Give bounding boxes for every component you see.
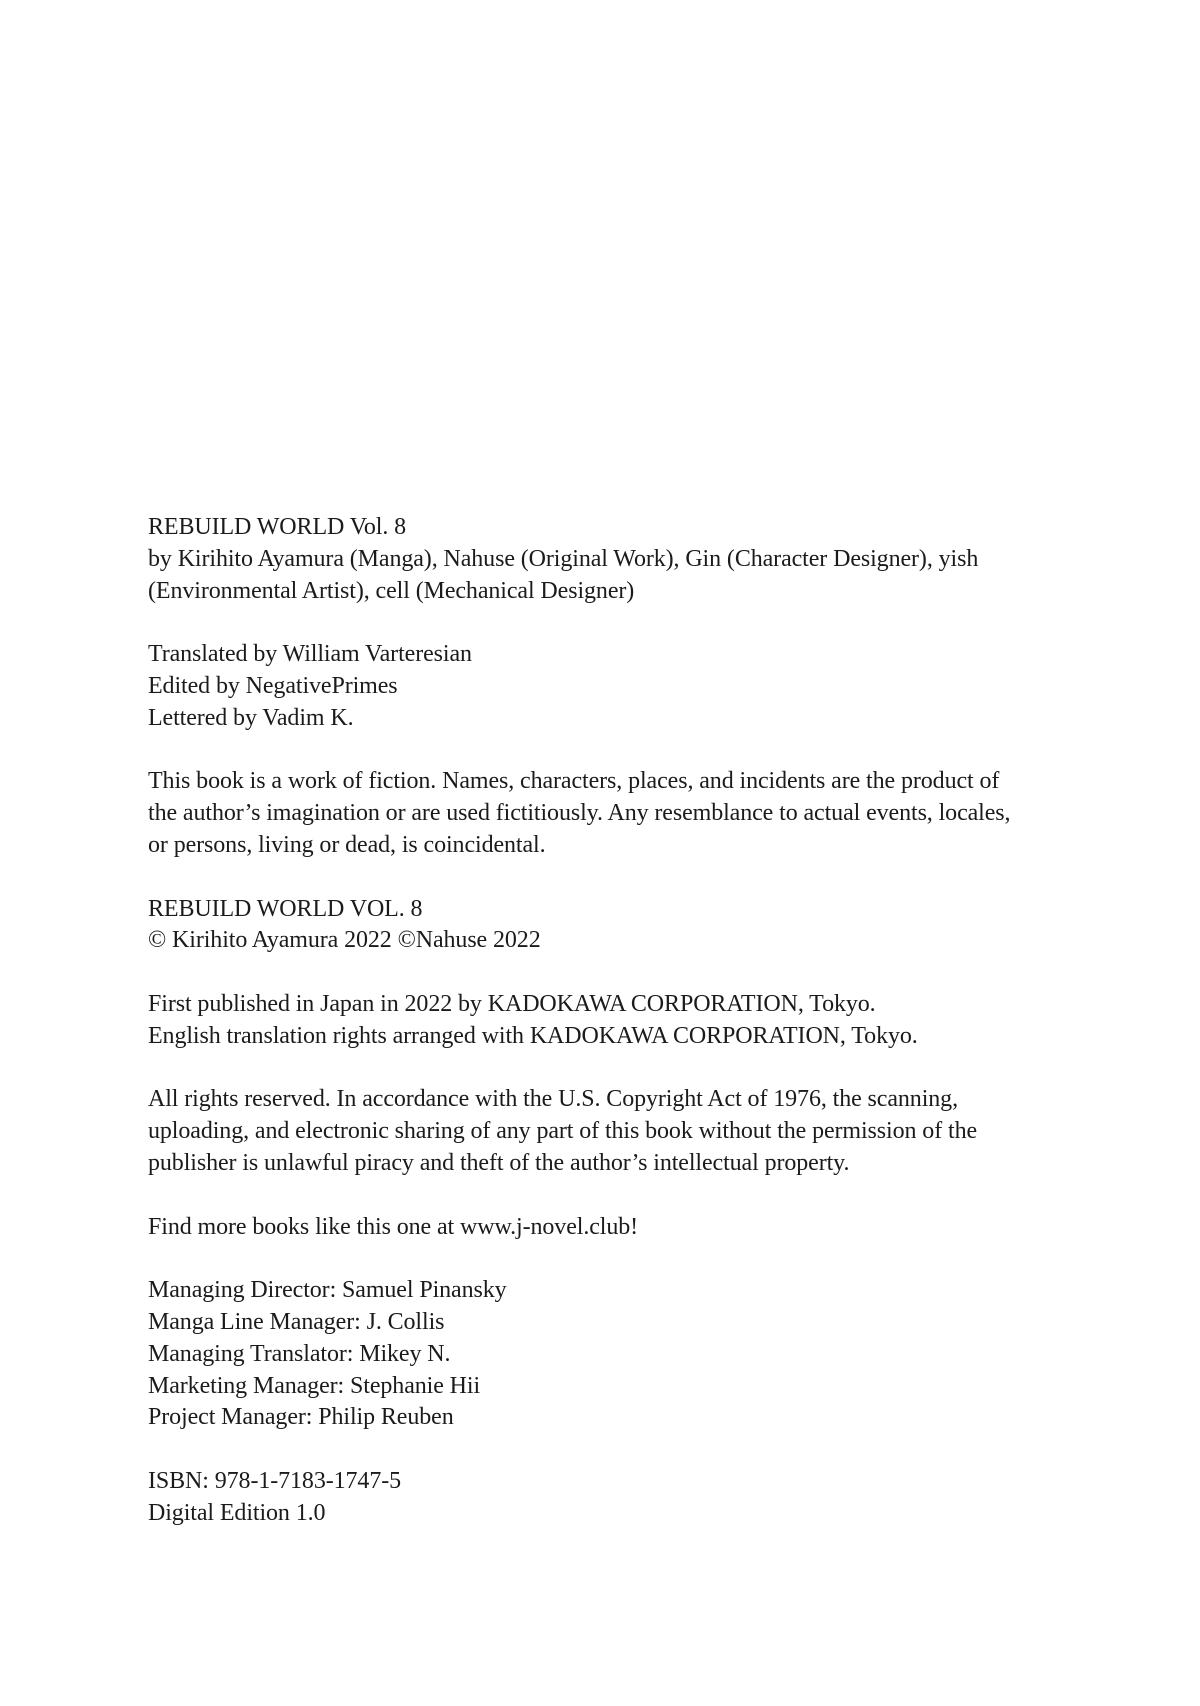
byline-line-1: by Kirihito Ayamura (Manga), Nahuse (Original Work), Gin (Character Designer), yish bbox=[148, 545, 979, 572]
rights-line-3: publisher is unlawful piracy and theft of the author’s intellectual property. bbox=[148, 1149, 850, 1176]
manga-line-manager-credit: Manga Line Manager: J. Collis bbox=[148, 1308, 445, 1335]
byline-line-2: (Environmental Artist), cell (Mechanical Designer) bbox=[148, 577, 635, 604]
copyright-title: REBUILD WORLD VOL. 8 bbox=[148, 895, 423, 922]
book-title: REBUILD WORLD Vol. 8 bbox=[148, 514, 407, 540]
managing-translator-credit: Managing Translator: Mikey N. bbox=[148, 1340, 451, 1367]
isbn-line: ISBN: 978-1-7183-1747-5 bbox=[148, 1467, 402, 1494]
disclaimer-line-2: the author’s imagination or are used fictitiously. Any resemblance to actual events, locales, bbox=[148, 800, 1011, 827]
title-block bbox=[148, 512, 1110, 607]
rights-reserved-block bbox=[148, 1084, 1110, 1179]
editor-credit: Edited by NegativePrimes bbox=[148, 672, 398, 699]
marketing-manager-credit: Marketing Manager: Stephanie Hii bbox=[148, 1372, 481, 1399]
publisher-staff-block bbox=[148, 1275, 1110, 1434]
copyright-holders: © Kirihito Ayamura 2022 ©Nahuse 2022 bbox=[148, 927, 541, 954]
first-published-line: First published in Japan in 2022 by KADOKAWA CORPORATION, Tokyo. bbox=[148, 990, 876, 1017]
translation-rights-line: English translation rights arranged with KADOKAWA CORPORATION, Tokyo. bbox=[148, 1022, 918, 1049]
digital-edition-line: Digital Edition 1.0 bbox=[148, 1499, 326, 1526]
translator-credit: Translated by William Varteresian bbox=[148, 641, 472, 668]
copyright-notice-block bbox=[148, 894, 1110, 958]
edition-block bbox=[148, 1466, 1110, 1530]
disclaimer-line-1: This book is a work of fiction. Names, characters, places, and incidents are the product of bbox=[148, 768, 1000, 795]
promo-line: Find more books like this one at www.j-novel.club! bbox=[148, 1213, 639, 1240]
promo-block bbox=[148, 1212, 1110, 1244]
publication-info-block bbox=[148, 989, 1110, 1053]
fiction-disclaimer-block bbox=[148, 766, 1110, 861]
letterer-credit: Lettered by Vadim K. bbox=[148, 704, 354, 731]
localization-credits-block bbox=[148, 639, 1110, 734]
rights-line-2: uploading, and electronic sharing of any part of this book without the permission of the bbox=[148, 1118, 978, 1145]
rights-line-1: All rights reserved. In accordance with the U.S. Copyright Act of 1976, the scanning, bbox=[148, 1086, 958, 1113]
project-manager-credit: Project Manager: Philip Reuben bbox=[148, 1404, 454, 1431]
managing-director-credit: Managing Director: Samuel Pinansky bbox=[148, 1277, 507, 1304]
disclaimer-line-3: or persons, living or dead, is coincidental. bbox=[148, 831, 546, 858]
